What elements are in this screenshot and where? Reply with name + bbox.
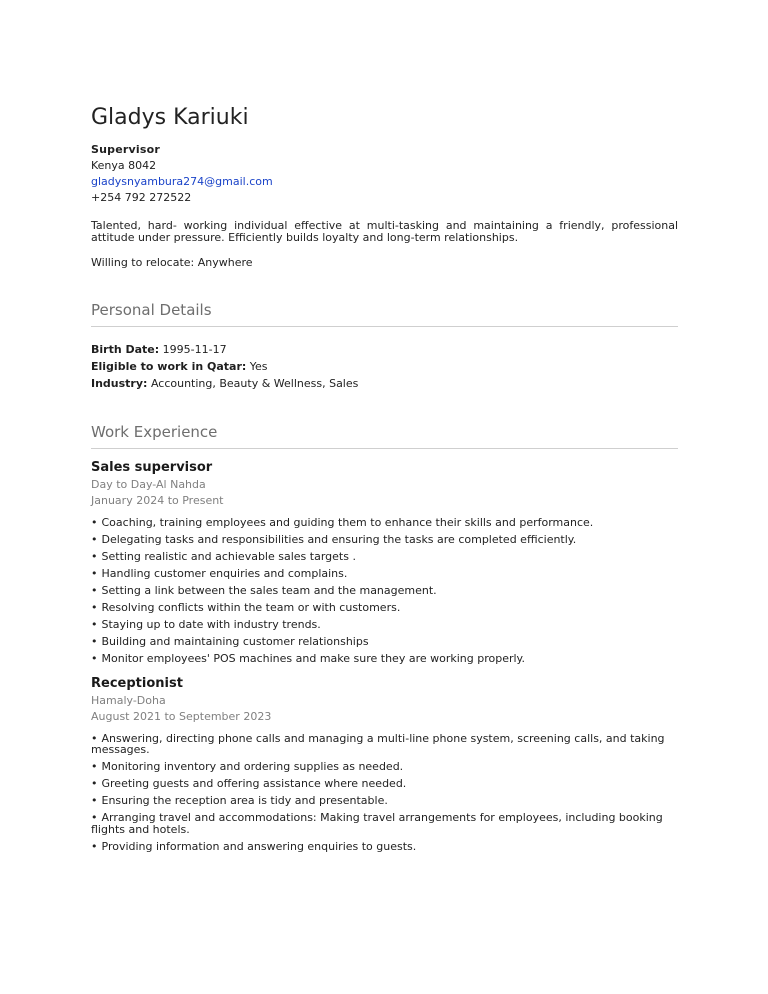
- job-duty-item: • Coaching, training employees and guiding them to enhance their skills and performance.: [91, 517, 678, 529]
- job-duty-item: • Setting a link between the sales team and the management.: [91, 585, 678, 597]
- industry-label: Industry:: [91, 377, 148, 390]
- job-duty-item: • Monitoring inventory and ordering supplies as needed.: [91, 761, 678, 773]
- industry-value: Accounting, Beauty & Wellness, Sales: [150, 377, 359, 390]
- candidate-email-link[interactable]: gladysnyambura274@gmail.com: [91, 175, 273, 188]
- job-duty-item: • Resolving conflicts within the team or with customers.: [91, 602, 678, 614]
- job-duty-item: • Answering, directing phone calls and managing a multi-line phone system, screening calls, and taking messages.: [91, 733, 678, 756]
- birth-date-row: [91, 341, 678, 358]
- candidate-headline: Supervisor: [91, 143, 160, 156]
- birth-date-value: 1995-11-17: [162, 343, 227, 356]
- job-duty-item: • Monitor employees' POS machines and make sure they are working properly.: [91, 653, 678, 665]
- job-duty-item: • Setting realistic and achievable sales targets .: [91, 551, 678, 563]
- candidate-name: Gladys Kariuki: [91, 105, 249, 130]
- job-duty-item: • Delegating tasks and responsibilities and ensuring the tasks are completed efficiently.: [91, 534, 678, 546]
- work-eligibility-row: [91, 358, 678, 375]
- job-entry: [91, 459, 678, 665]
- job-duties-list: [91, 517, 678, 665]
- job-duties-list: [91, 733, 678, 853]
- job-duty-item: • Handling customer enquiries and complains.: [91, 568, 678, 580]
- professional-summary: Talented, hard- working individual effective at multi-tasking and maintaining a friendly, professional attitude under pressure. Efficiently builds loyalty and long-term relationships.: [91, 219, 678, 244]
- job-duty-item: • Ensuring the reception area is tidy and presentable.: [91, 795, 678, 807]
- personal-details-heading: Personal Details: [91, 300, 678, 327]
- job-company: Hamaly-Doha: [91, 693, 166, 707]
- job-title: Receptionist: [91, 675, 183, 691]
- job-duty-item: • Building and maintaining customer relationships: [91, 636, 678, 648]
- job-dates: January 2024 to Present: [91, 494, 224, 507]
- industry-row: [91, 375, 678, 392]
- job-company: Day to Day-Al Nahda: [91, 478, 206, 491]
- job-title: Sales supervisor: [91, 460, 213, 475]
- candidate-phone: +254 792 272522: [91, 191, 192, 204]
- job-dates: August 2021 to September 2023: [91, 709, 272, 723]
- relocation-preference: Willing to relocate: Anywhere: [91, 256, 253, 269]
- work-eligibility-label: Eligible to work in Qatar:: [91, 360, 247, 373]
- job-duty-item: • Arranging travel and accommodations: Making travel arrangements for employees, including booking flights and hotels.: [91, 812, 678, 835]
- work-experience-heading: Work Experience: [91, 422, 678, 449]
- personal-details: [91, 341, 678, 392]
- job-entry: [91, 675, 678, 853]
- job-duty-item: • Staying up to date with industry trends.: [91, 619, 678, 631]
- work-eligibility-value: Yes: [249, 360, 268, 373]
- candidate-location: Kenya 8042: [91, 159, 157, 172]
- birth-date-label: Birth Date:: [91, 343, 160, 356]
- job-duty-item: • Providing information and answering enquiries to guests.: [91, 841, 678, 853]
- job-duty-item: • Greeting guests and offering assistance where needed.: [91, 778, 678, 790]
